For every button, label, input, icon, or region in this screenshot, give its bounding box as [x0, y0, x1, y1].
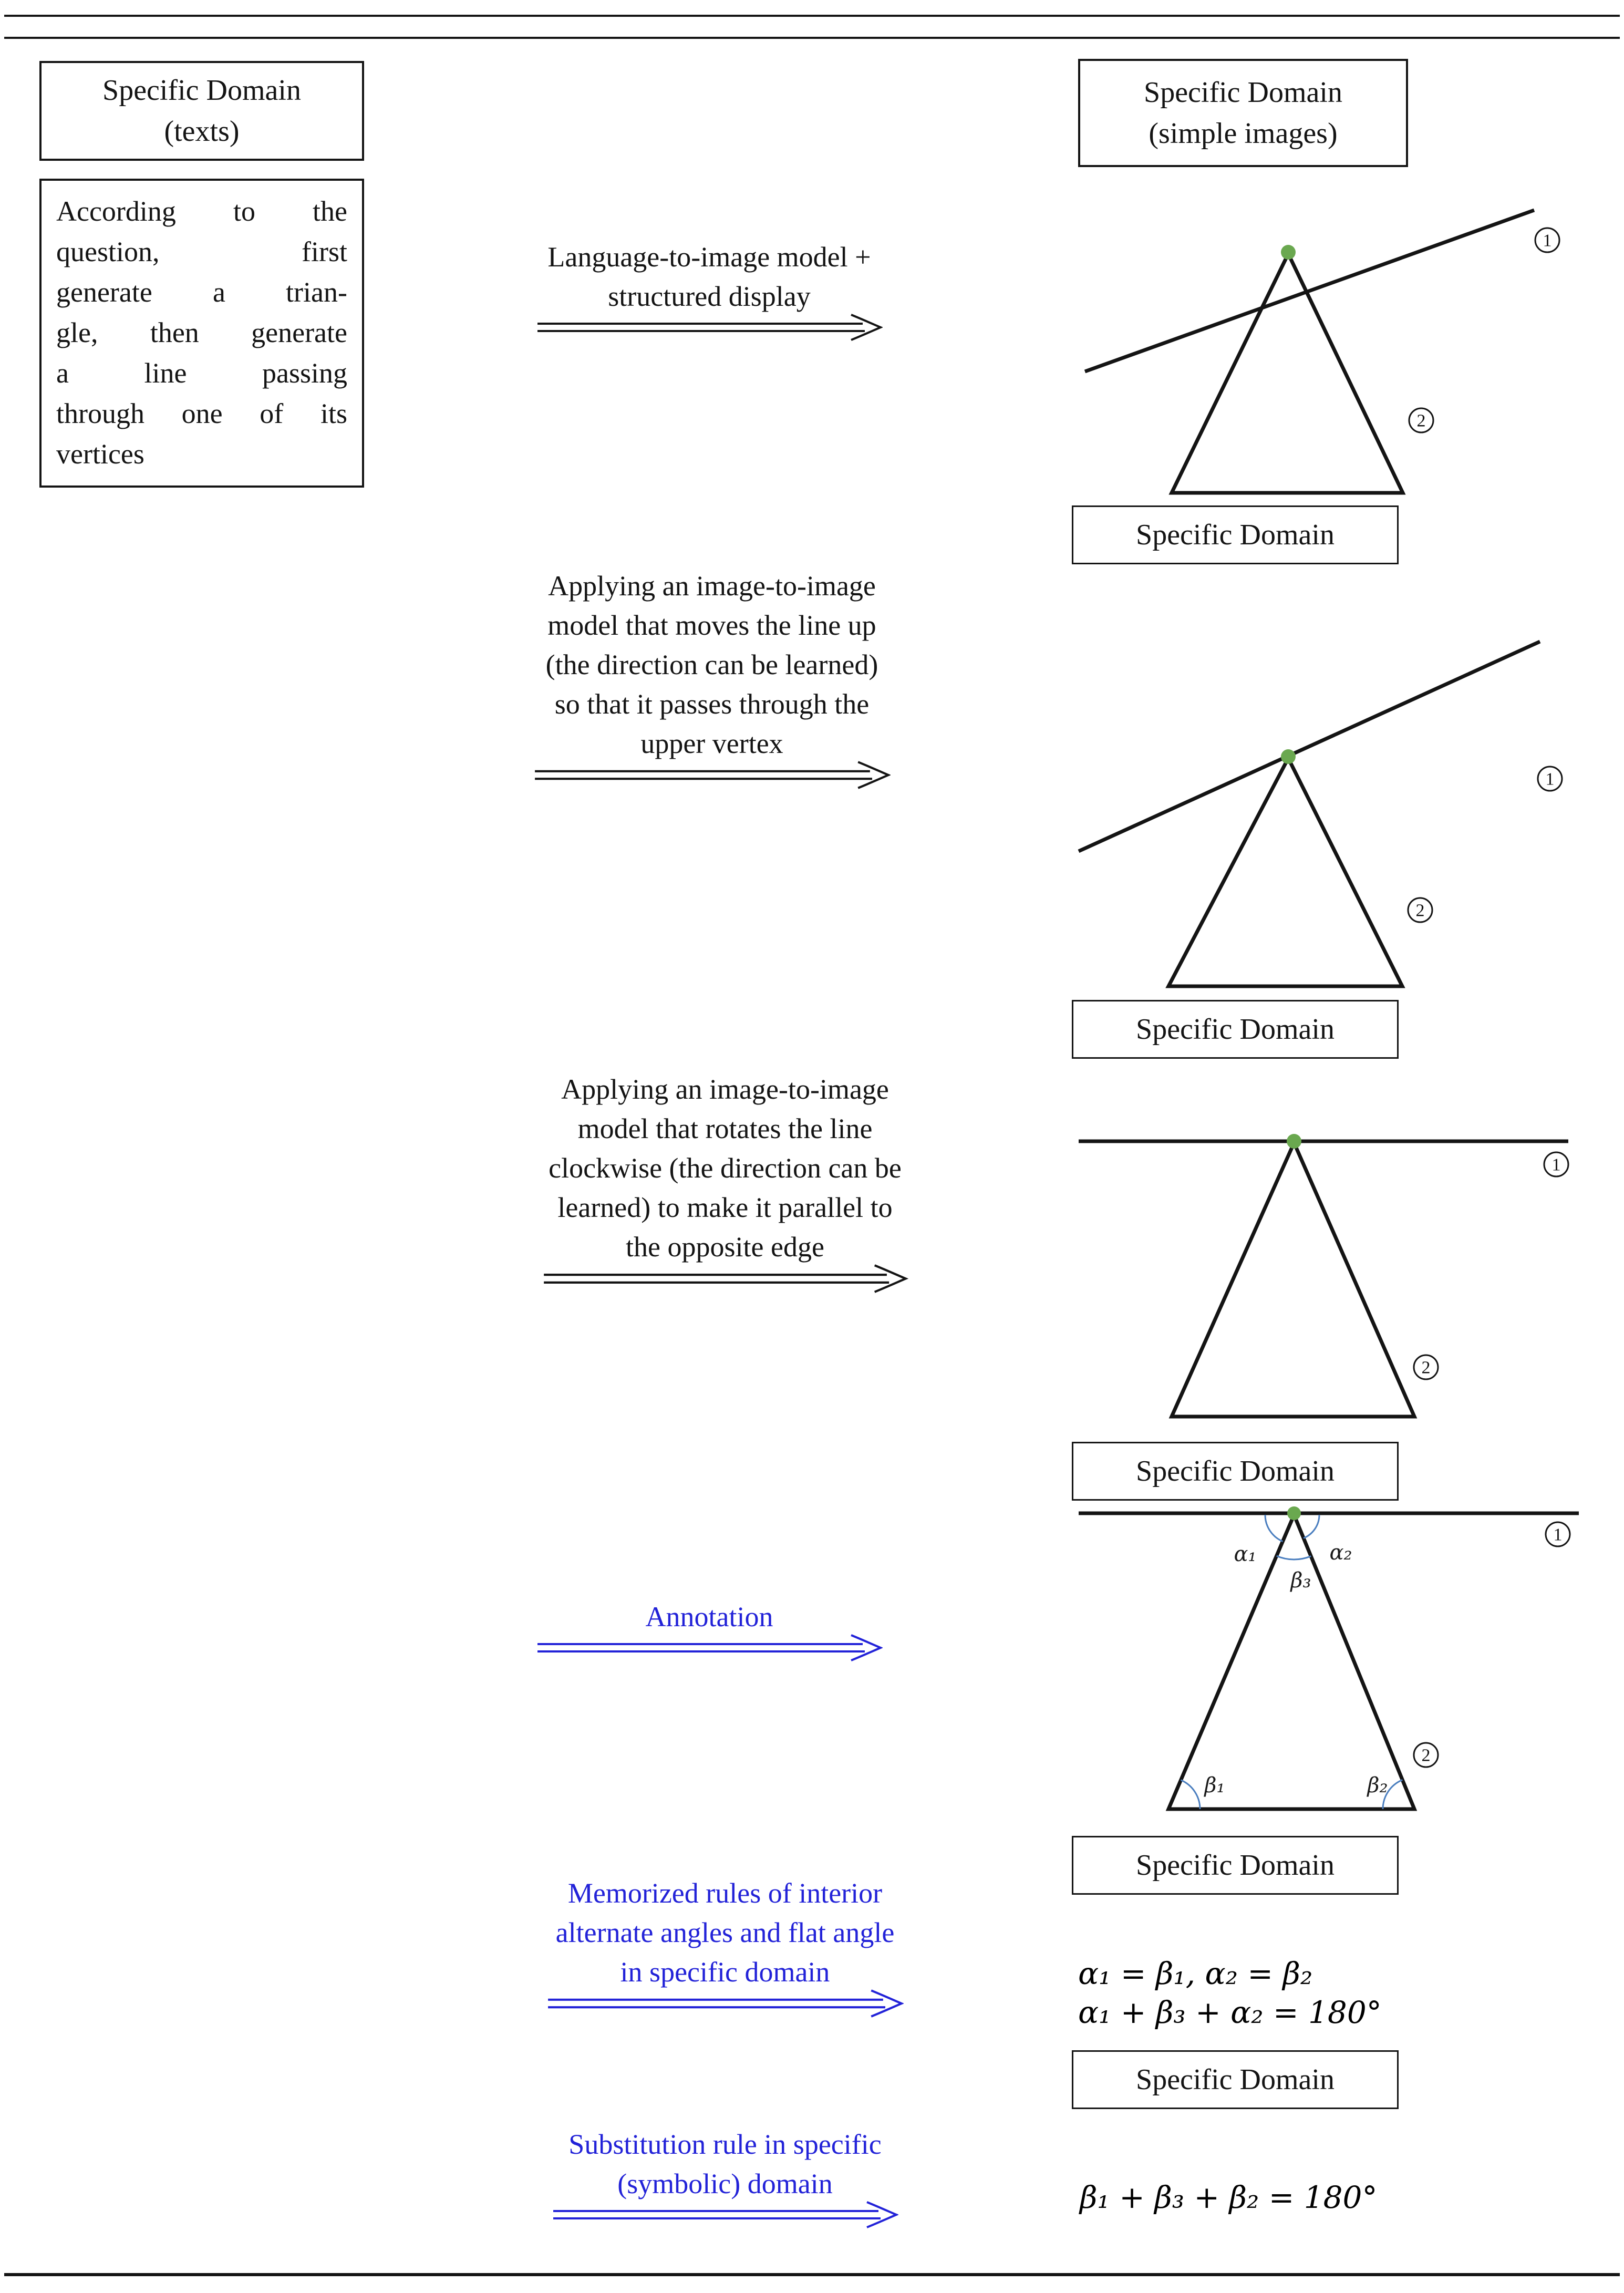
arrow-label-line: learned) to make it parallel to [557, 1192, 893, 1223]
figure-initial-triangle-with-line [1077, 200, 1581, 515]
specific-domain-simple-images-box [1078, 59, 1408, 167]
specific-domain-box-3 [1072, 1442, 1399, 1501]
double-arrow-icon [541, 1264, 909, 1294]
triangle [1172, 1143, 1414, 1417]
question-line: gle, then generate [56, 317, 347, 348]
transversal-line [1079, 642, 1540, 851]
formula-substitution: β₁ + β₃ + β₂ = 180° [1080, 2180, 1378, 2215]
question-line: a line passing [56, 357, 347, 389]
question-line: generate a trian- [56, 276, 347, 308]
arrow-label-line: Applying an image-to-image [561, 1073, 889, 1105]
double-arrow-icon [552, 2201, 898, 2229]
triangle [1168, 758, 1402, 986]
formula-flat-angle: α₁ + β₃ + α₂ = 180° [1078, 1995, 1382, 2030]
svg-text:2: 2 [1421, 1358, 1431, 1378]
arrow-rotate-line [444, 1070, 1006, 1294]
marker-edge-2 [1409, 408, 1433, 432]
svg-text:2: 2 [1421, 1745, 1431, 1765]
vertex-dot [1281, 749, 1296, 764]
specific-domain-label: Specific Domain [1136, 2063, 1335, 2096]
specific-domain-box-1 [1072, 505, 1399, 564]
specific-domain-label: Specific Domain [1136, 1849, 1335, 1882]
double-arrow-icon [536, 313, 883, 342]
beta3-arc [1277, 1556, 1311, 1559]
svg-text:1: 1 [1553, 1525, 1563, 1545]
domain-box-title: Specific Domain [1144, 76, 1342, 109]
arrow-memorized-rules [462, 1874, 988, 2019]
triangle [1172, 254, 1403, 493]
alpha1-label: α₁ [1234, 1542, 1257, 1566]
domain-box-subtitle: (texts) [164, 115, 240, 148]
arrow-label-line: Applying an image-to-image [548, 570, 876, 602]
arrow-move-line-up [449, 566, 975, 790]
figure-parallel-line [1077, 1124, 1581, 1425]
specific-domain-box-2 [1072, 1000, 1399, 1059]
specific-domain-label: Specific Domain [1136, 519, 1335, 551]
arrow-label-line: model that moves the line up [547, 610, 876, 641]
arrow-label-line: Substitution rule in specific [568, 2129, 882, 2160]
marker-line-1 [1538, 767, 1562, 791]
formula-alternate-angles: α₁ = β₁, α₂ = β₂ [1078, 1956, 1313, 1991]
alpha1-arc [1265, 1515, 1283, 1542]
arrow-label-line: so that it passes through the [554, 688, 870, 720]
vertex-dot [1281, 245, 1296, 260]
marker-line-1 [1546, 1522, 1570, 1546]
figure-annotated-angles [1077, 1502, 1581, 1826]
alpha2-label: α₂ [1329, 1541, 1352, 1565]
arrow-label-line: the opposite edge [626, 1231, 824, 1263]
beta3-label: β₃ [1290, 1568, 1311, 1593]
specific-domain-label: Specific Domain [1136, 1013, 1335, 1046]
beta1-arc [1181, 1780, 1201, 1809]
arrow-annotation [504, 1597, 914, 1662]
double-arrow-icon [546, 1989, 904, 2019]
beta1-label: β₁ [1204, 1773, 1225, 1798]
double-arrow-icon [536, 1634, 883, 1662]
arrow-label-line: Language-to-image model + [547, 241, 871, 273]
arrow-label-line: alternate angles and flat angle [555, 1917, 895, 1948]
arrow-label-line: clockwise (the direction can be [549, 1152, 902, 1184]
svg-text:1: 1 [1543, 231, 1552, 251]
marker-edge-2 [1408, 898, 1432, 922]
arrow-label-line: Memorized rules of interior [567, 1877, 883, 1909]
arrow-label-line: in specific domain [620, 1956, 830, 1988]
arrow-substitution-rule [475, 2125, 975, 2229]
top-rule-2 [4, 37, 1620, 39]
marker-line-1 [1535, 228, 1559, 252]
alpha2-arc [1304, 1515, 1319, 1538]
svg-text:1: 1 [1545, 769, 1555, 789]
bottom-rule [4, 2273, 1620, 2276]
arrow-label-line: model that rotates the line [577, 1113, 873, 1144]
arrow-label-line: (symbolic) domain [617, 2168, 833, 2199]
marker-line-1 [1544, 1152, 1568, 1176]
specific-domain-label: Specific Domain [1136, 1455, 1335, 1488]
marker-edge-2 [1414, 1743, 1438, 1767]
double-arrow-icon [533, 760, 891, 790]
top-rule-1 [4, 15, 1620, 17]
figure-line-through-vertex [1077, 604, 1581, 998]
arrow-language-to-image [462, 237, 956, 342]
transversal-line [1085, 210, 1534, 371]
question-line: through one of its [56, 398, 347, 429]
marker-edge-2 [1414, 1355, 1438, 1379]
beta2-label: β₂ [1367, 1773, 1388, 1798]
specific-domain-box-4 [1072, 1836, 1399, 1895]
question-line: According to the [56, 195, 347, 227]
domain-box-title: Specific Domain [102, 74, 301, 107]
specific-domain-texts-box [39, 61, 364, 161]
question-line: vertices [56, 438, 144, 470]
specific-domain-box-5 [1072, 2050, 1399, 2109]
svg-text:1: 1 [1551, 1155, 1561, 1175]
arrow-label-line: (the direction can be learned) [545, 649, 878, 680]
arrow-label-line: Annotation [645, 1601, 773, 1633]
question-line: question, first [56, 236, 347, 267]
question-text-box [39, 179, 364, 488]
vertex-dot [1287, 1506, 1301, 1520]
vertex-dot [1287, 1134, 1301, 1149]
svg-text:2: 2 [1415, 901, 1425, 921]
svg-text:2: 2 [1416, 411, 1426, 431]
arrow-label-line: structured display [608, 281, 811, 312]
domain-box-subtitle: (simple images) [1149, 117, 1338, 150]
arrow-label-line: upper vertex [640, 728, 783, 759]
